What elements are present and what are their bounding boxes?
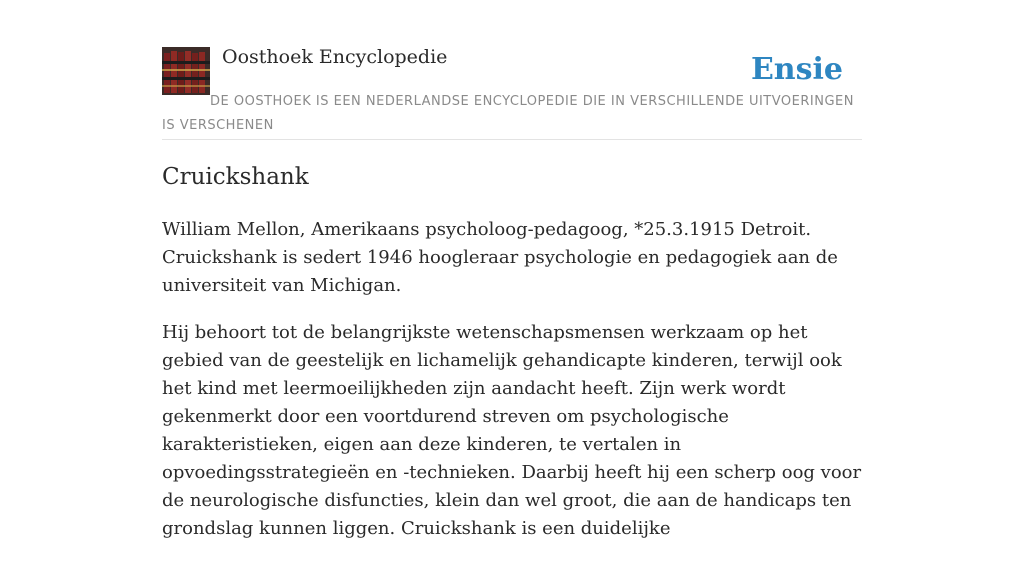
page [162,0,862,539]
ensie-logo[interactable]: Ensie [750,52,843,87]
article-paragraph: William Mellon, Amerikaans psycholoog-pedagoog, *25.3.1915 Detroit. Cruickshank is sedert 1946 hoogleraar psychologie en pedagogiek aan de universiteit van Michigan. [162,219,838,296]
article-title: Cruickshank [162,164,309,190]
avatar-image [162,47,210,95]
site-title[interactable]: Oosthoek Encyclopedie [222,46,448,68]
site-header [162,0,862,140]
article-body [162,216,867,562]
encyclopedia-books-icon[interactable] [162,47,210,95]
site-tagline: DE OOSTHOEK IS EEN NEDERLANDSE ENCYCLOPEDIE DIE IN VERSCHILLENDE UITVOERINGEN IS VERSCHENEN [162,94,854,133]
article-paragraph: Hij behoort tot de belangrijkste wetenschapsmensen werkzaam op het gebied van de geestelijk en lichamelijk gehandicapte kinderen, terwijl ook het kind met leermoeilijkheden zijn aandacht heeft. Zijn werk wordt gekenmerkt door een voortdurend streven om psychologische karakteristieken, eigen aan deze kinderen, te vertalen in opvoedingsstrategieën en -technieken. Daarbij heeft hij een scherp oog voor de neurologische disfuncties, klein dan wel groot, die aan de handicaps ten grondslag kunnen liggen. Cruickshank is een duidelijke [162,322,862,539]
